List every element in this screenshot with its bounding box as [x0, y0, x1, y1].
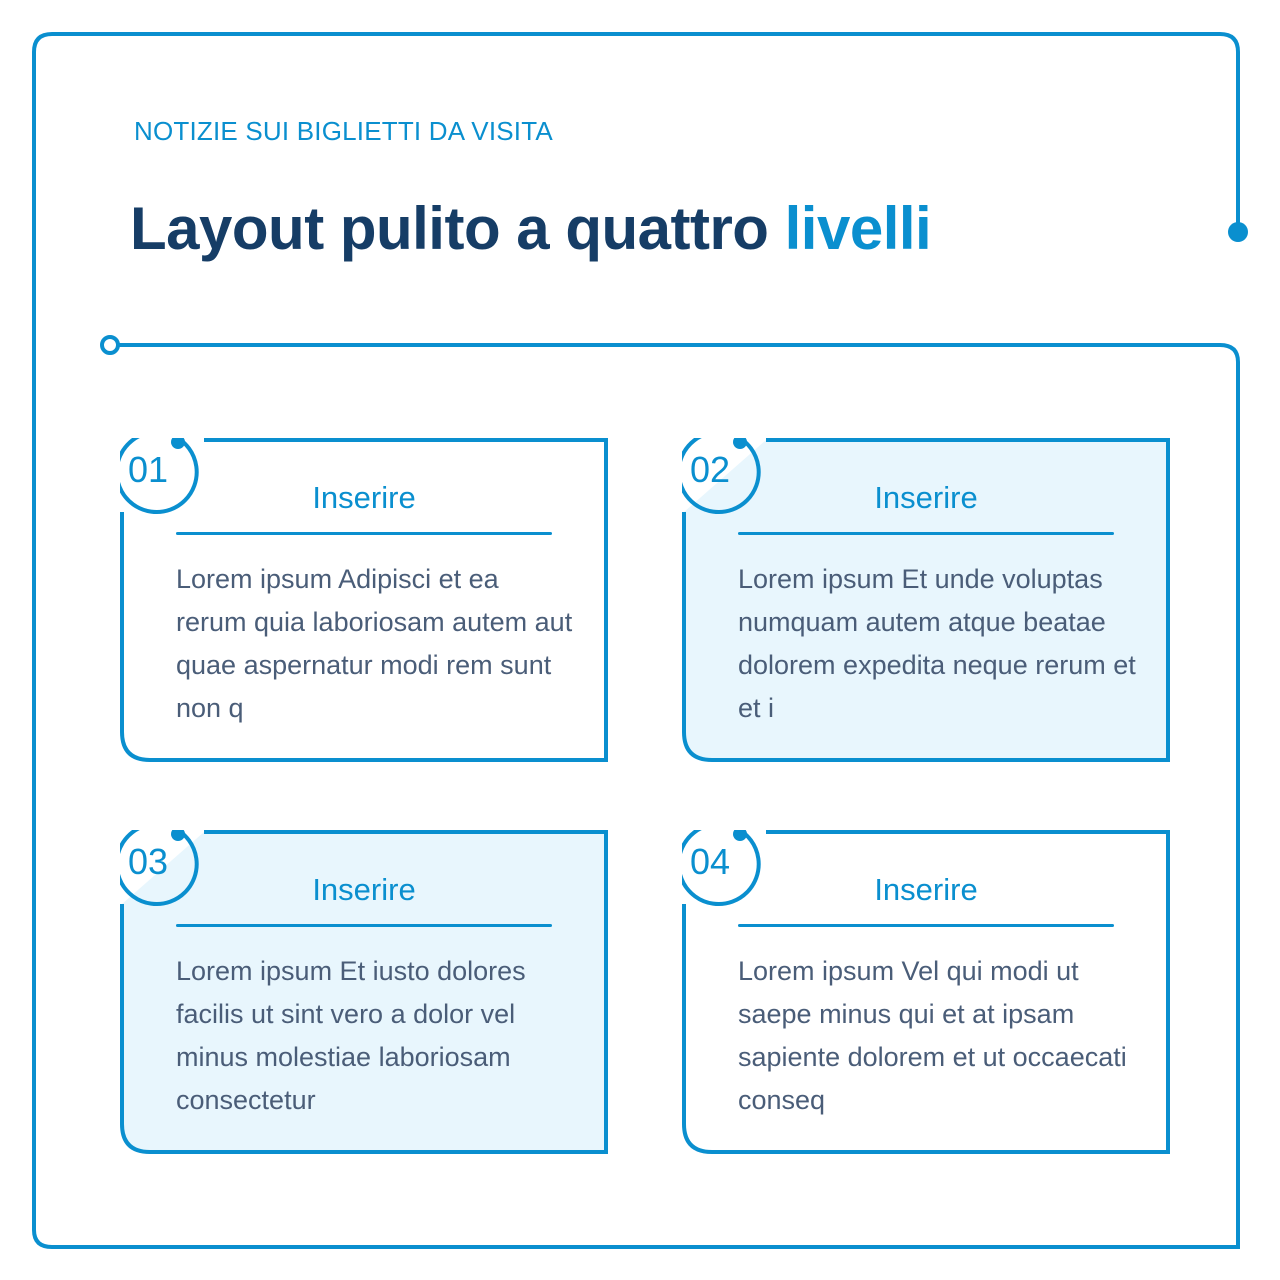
step-number: 01: [127, 449, 169, 490]
card-02: [682, 438, 1170, 762]
card-body: Lorem ipsum Et unde voluptas numquam autem atque beatae dolorem expedita neque rerum et et i: [738, 564, 1136, 723]
step-number: 03: [127, 841, 169, 882]
card-03: [120, 830, 608, 1154]
card-heading: Inserire: [874, 872, 978, 907]
card-divider: [738, 532, 1114, 535]
frame-start-ring: [102, 337, 118, 353]
card-04: [682, 830, 1170, 1154]
card-body: Lorem ipsum Adipisci et ea rerum quia laboriosam autem aut quae aspernatur modi rem sunt non q: [176, 564, 573, 723]
title-main: Layout pulito a quattro: [130, 195, 785, 262]
card-divider: [176, 532, 552, 535]
page-title: [130, 194, 931, 263]
frame-end-dot: [1228, 222, 1248, 242]
card-heading: Inserire: [312, 872, 416, 907]
card-divider: [738, 924, 1114, 927]
step-number: 04: [689, 841, 731, 882]
card-body: Lorem ipsum Vel qui modi ut saepe minus qui et at ipsam sapiente dolorem et ut occaecati conseq: [738, 956, 1127, 1115]
card-body: Lorem ipsum Et iusto dolores facilis ut sint vero a dolor vel minus molestiae laboriosam consectetur: [176, 956, 526, 1115]
eyebrow-label: NOTIZIE SUI BIGLIETTI DA VISITA: [134, 116, 553, 146]
card-01: [120, 438, 608, 762]
card-divider: [176, 924, 552, 927]
card-heading: Inserire: [874, 480, 978, 515]
title-accent: livelli: [784, 195, 932, 262]
card-heading: Inserire: [312, 480, 416, 515]
step-number: 02: [689, 449, 731, 490]
